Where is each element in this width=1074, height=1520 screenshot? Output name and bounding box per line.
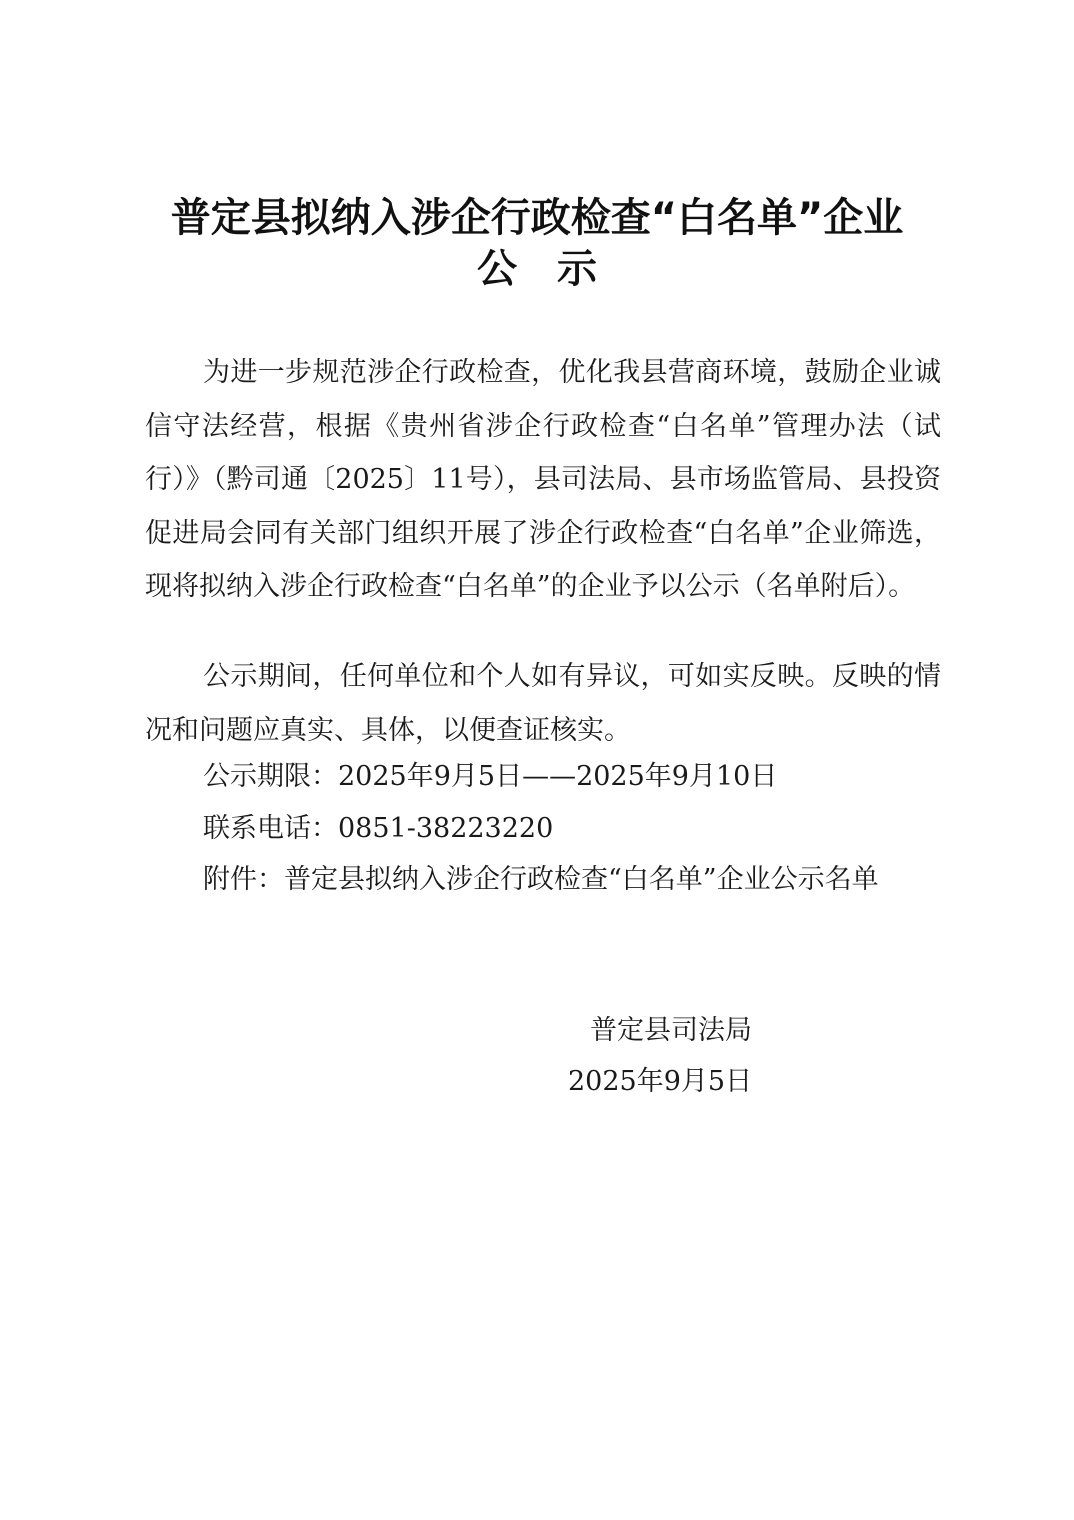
attachment-note: 附件：普定县拟纳入涉企行政检查“白名单”企业公示名单	[203, 864, 879, 895]
document-subtitle: 公示	[477, 246, 637, 292]
document-title: 普定县拟纳入涉企行政检查“白名单”企业	[170, 195, 904, 241]
contact-phone: 联系电话：0851-38223220	[203, 813, 554, 844]
objection-paragraph: 公示期间，任何单位和个人如有异议，可如实反映。反映的情况和问题应真实、具体，以便查证核实。	[145, 661, 941, 746]
signature-date: 2025年9月5日	[568, 1066, 753, 1097]
publicity-period: 公示期限：2025年9月5日——2025年9月10日	[203, 761, 778, 792]
intro-paragraph: 为进一步规范涉企行政检查，优化我县营商环境，鼓励企业诚信守法经营，根据《贵州省涉企行政检查“白名单”管理办法（试行）》（黔司通〔2025〕11号），县司法局、县市场监管局、县投资促进局会同有关部门组织开展了涉企行政检查“白名单”企业筛选，现将拟纳入涉企行政检查“白名单”的企业予以公示（名单附后）。	[145, 357, 941, 602]
signature-organization: 普定县司法局	[590, 1015, 752, 1046]
